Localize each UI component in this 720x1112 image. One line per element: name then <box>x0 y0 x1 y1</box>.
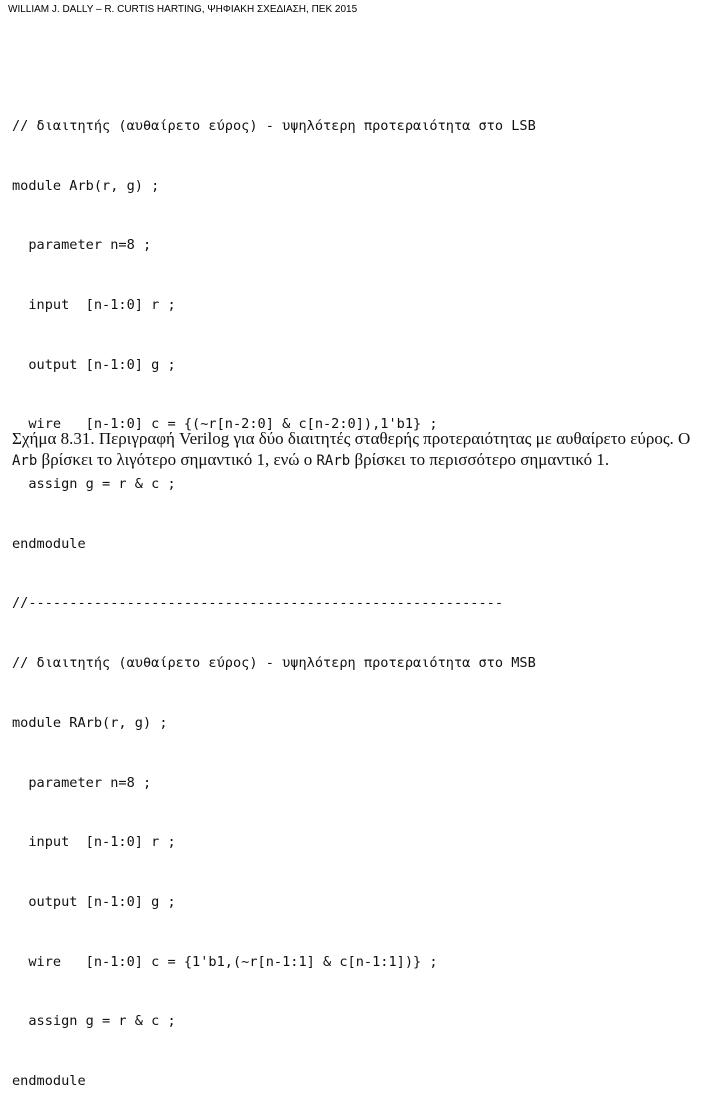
code-line-endmodule: endmodule <box>12 535 86 552</box>
code-line-module-rarb: module RArb(r, g) ; <box>12 714 168 731</box>
code-line-module-arb: module Arb(r, g) ; <box>12 177 160 194</box>
verilog-code-listing <box>12 77 536 1112</box>
code-line-output: output [n-1:0] g ; <box>12 893 176 910</box>
caption-label: Σχήμα 8.31. <box>12 429 95 448</box>
caption-text: Περιγραφή Verilog για δύο διαιτητές σταθερής προτεραιότητας με αυθαίρετο εύρος. Ο <box>94 429 691 448</box>
code-line-parameter: parameter n=8 ; <box>12 237 152 254</box>
header-text: WILLIAM J. DALLY – R. CURTIS HARTING, ΨΗΦΙΑΚΗ ΣΧΕΔΙΑΣΗ, ΠΕΚ 2015 <box>8 4 358 15</box>
code-line-comment-lsb: // διαιτητής (αυθαίρετο εύρος) - υψηλότερη προτεραιότητα στο LSB <box>12 117 536 134</box>
code-line-wire: wire [n-1:0] c = {1'b1,(~r[n-1:1] & c[n-1:1])} ; <box>12 953 438 970</box>
caption-text: βρίσκει το περισσότερο σημαντικό 1. <box>350 450 610 469</box>
code-line-assign: assign g = r & c ; <box>12 476 176 493</box>
code-line-wire: wire [n-1:0] c = {(~r[n-2:0] & c[n-2:0]),1'b1} ; <box>12 416 438 433</box>
figure-caption <box>12 428 717 472</box>
caption-text: βρίσκει το λιγότερο σημαντικό 1, ενώ ο <box>37 450 317 469</box>
code-line-parameter: parameter n=8 ; <box>12 774 152 791</box>
code-line-output: output [n-1:0] g ; <box>12 356 176 373</box>
code-line-assign: assign g = r & c ; <box>12 1013 176 1030</box>
code-line-endmodule: endmodule <box>12 1073 86 1090</box>
caption-code-arb: Arb <box>12 453 38 469</box>
code-line-input: input [n-1:0] r ; <box>12 834 176 851</box>
caption-code-rarb: RArb <box>316 453 351 469</box>
code-line-comment-msb: // διαιτητής (αυθαίρετο εύρος) - υψηλότερη προτεραιότητα στο MSB <box>12 655 536 672</box>
code-line-separator: //---------------------------------------------------------- <box>12 595 504 612</box>
code-line-input: input [n-1:0] r ; <box>12 296 176 313</box>
